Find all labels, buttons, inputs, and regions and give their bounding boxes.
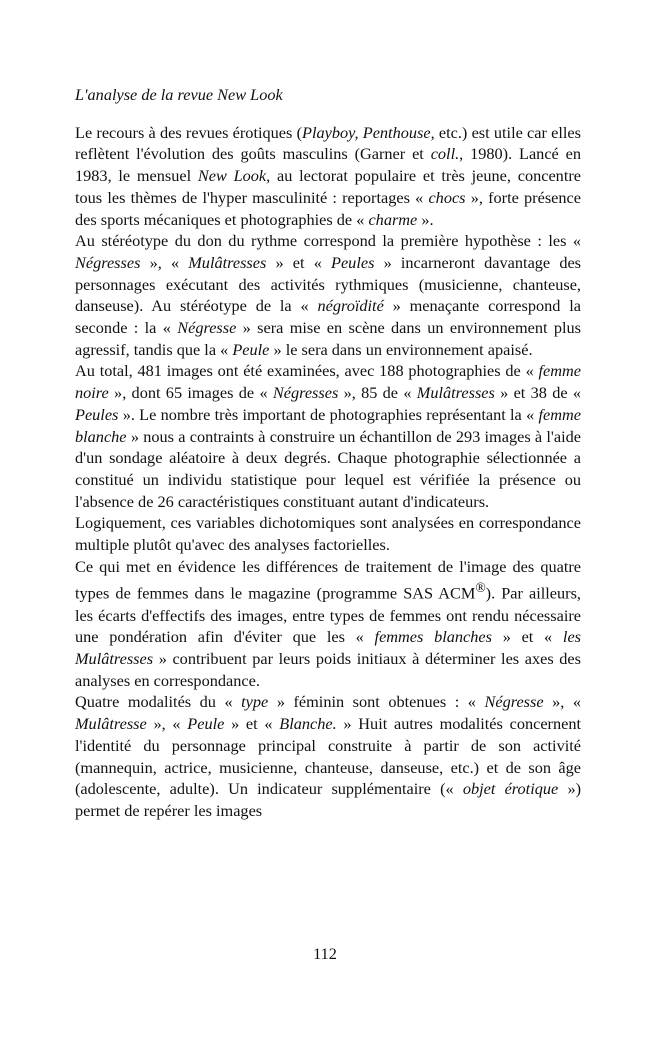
text-run: » et « <box>224 714 280 734</box>
paragraph-3 <box>75 360 581 512</box>
italic-text: objet érotique <box>462 779 559 799</box>
text-run: Au stéréotype du don du rythme correspond la première hypothèse : les « <box>75 231 581 251</box>
italic-text: Mulâtresses <box>188 252 267 272</box>
italic-text: Peule <box>232 339 270 359</box>
text-run: » et 38 de « <box>494 383 581 403</box>
text-run: » contribuent par leurs poids initiaux à déterminer les axes des analyses en correspondance. <box>75 649 581 690</box>
text-run: ). Par ailleurs, les écarts d'effectifs des images, entre types de femmes ont rendu nécessaire une pondération afin d'éviter que les « <box>75 583 581 647</box>
text-run: Ce qui met en évidence les différences de traitement de l'image des quatre types de femmes dans le magazine (programme SAS ACM <box>75 556 581 603</box>
italic-text: Négresses <box>272 383 339 403</box>
paragraph-4 <box>75 512 581 555</box>
italic-text: Blanche. <box>279 714 337 734</box>
text-run: » nous a contraints à construire un échantillon de 293 images à l'aide d'un sondage aléatoire à deux degrés. Chaque photographie sélectionnée a constitué un individu statistique pour lequel est vérifiée la présence ou l'absence de 26 caractéristiques constituant autant d'indicateurs. <box>75 426 581 511</box>
italic-text: chocs <box>428 187 466 207</box>
text-run: Au total, 481 images ont été examinées, avec 188 photographies de « <box>75 361 539 381</box>
text-run: Logiquement, ces variables dichotomiques sont analysées en correspondance multiple plutôt qu'avec des analyses factorielles. <box>75 513 581 555</box>
italic-text: femme blanche <box>75 404 581 446</box>
paragraph-1 <box>75 122 581 231</box>
text-run: Quatre modalités du « <box>75 692 242 712</box>
text-run: » menaçante correspond la seconde : la « <box>75 296 582 338</box>
text-run: » Huit autres modalités concernent l'identité du personnage principal construite à partir de son activité (mannequin, actrice, musicienne, chanteuse, danseuse, etc.) et de son âge (adolescente, adulte). Un indicateur supplémentaire (« <box>75 714 582 799</box>
text-run: », « <box>146 714 188 734</box>
text-run: etc.) est utile car elles reflètent l'évolution des goûts masculins (Garner et <box>75 122 581 164</box>
text-run: Le recours à des revues érotiques ( <box>75 122 302 142</box>
italic-text: Playboy, Penthouse, <box>302 122 435 142</box>
text-run: », dont 65 images de « <box>108 383 273 403</box>
italic-text: Négresse <box>484 692 544 712</box>
paragraph-6 <box>75 691 581 821</box>
superscript-text: ® <box>475 580 486 596</box>
text-run: ». Le nombre très important de photographies représentant la « <box>118 404 539 424</box>
page-content <box>75 84 581 822</box>
italic-text: Mulâtresses <box>416 383 495 403</box>
text-run: ») permet de repérer les images <box>75 779 581 820</box>
text-run: » sera mise en scène dans un environnement plus agressif, tandis que la « <box>75 318 581 359</box>
text-run: », « <box>543 692 581 712</box>
text-run: , 1980). Lancé en 1983, le mensuel <box>75 144 582 186</box>
text-run: » et « <box>491 627 563 647</box>
text-run: » féminin sont obtenues : « <box>268 692 485 712</box>
italic-text: Négresses <box>75 252 141 272</box>
body-text <box>75 122 581 822</box>
italic-text: charme <box>368 209 418 229</box>
italic-text: Négresse <box>177 318 237 338</box>
italic-text: Peule <box>187 714 225 734</box>
paragraph-2 <box>75 230 581 360</box>
italic-text: New Look, <box>197 166 271 186</box>
text-run: », forte présence des sports mécaniques et photographies de « <box>75 187 581 229</box>
italic-text: coll. <box>430 144 460 164</box>
text-run: » et « <box>266 252 332 272</box>
text-run: » le sera dans un environnement apaisé. <box>269 339 533 359</box>
italic-text: les Mulâtresses <box>75 627 582 668</box>
italic-text: négroïdité <box>317 296 384 316</box>
italic-text: Mulâtresse <box>75 714 147 734</box>
italic-text: type <box>241 692 269 712</box>
italic-text: femme noire <box>75 361 581 403</box>
page-number: 112 <box>313 944 337 963</box>
text-run: », 85 de « <box>338 383 417 403</box>
text-run: au lectorat populaire et très jeune, concentre tous les thèmes de l'hyper masculinité : reportages « <box>75 166 581 207</box>
text-run: ». <box>417 209 434 229</box>
section-heading: L'analyse de la revue New Look <box>75 85 283 104</box>
text-run: », « <box>140 252 189 272</box>
text-run: » incarneront davantage des personnages exécutant des activités rythmiques (musicienne, chanteuse, danseuse). Au stéréotype de la « <box>75 252 582 316</box>
italic-text: Peules <box>331 252 375 272</box>
paragraph-5 <box>75 556 581 692</box>
italic-text: Peules <box>75 404 119 424</box>
italic-text: femmes blanches <box>374 627 492 647</box>
